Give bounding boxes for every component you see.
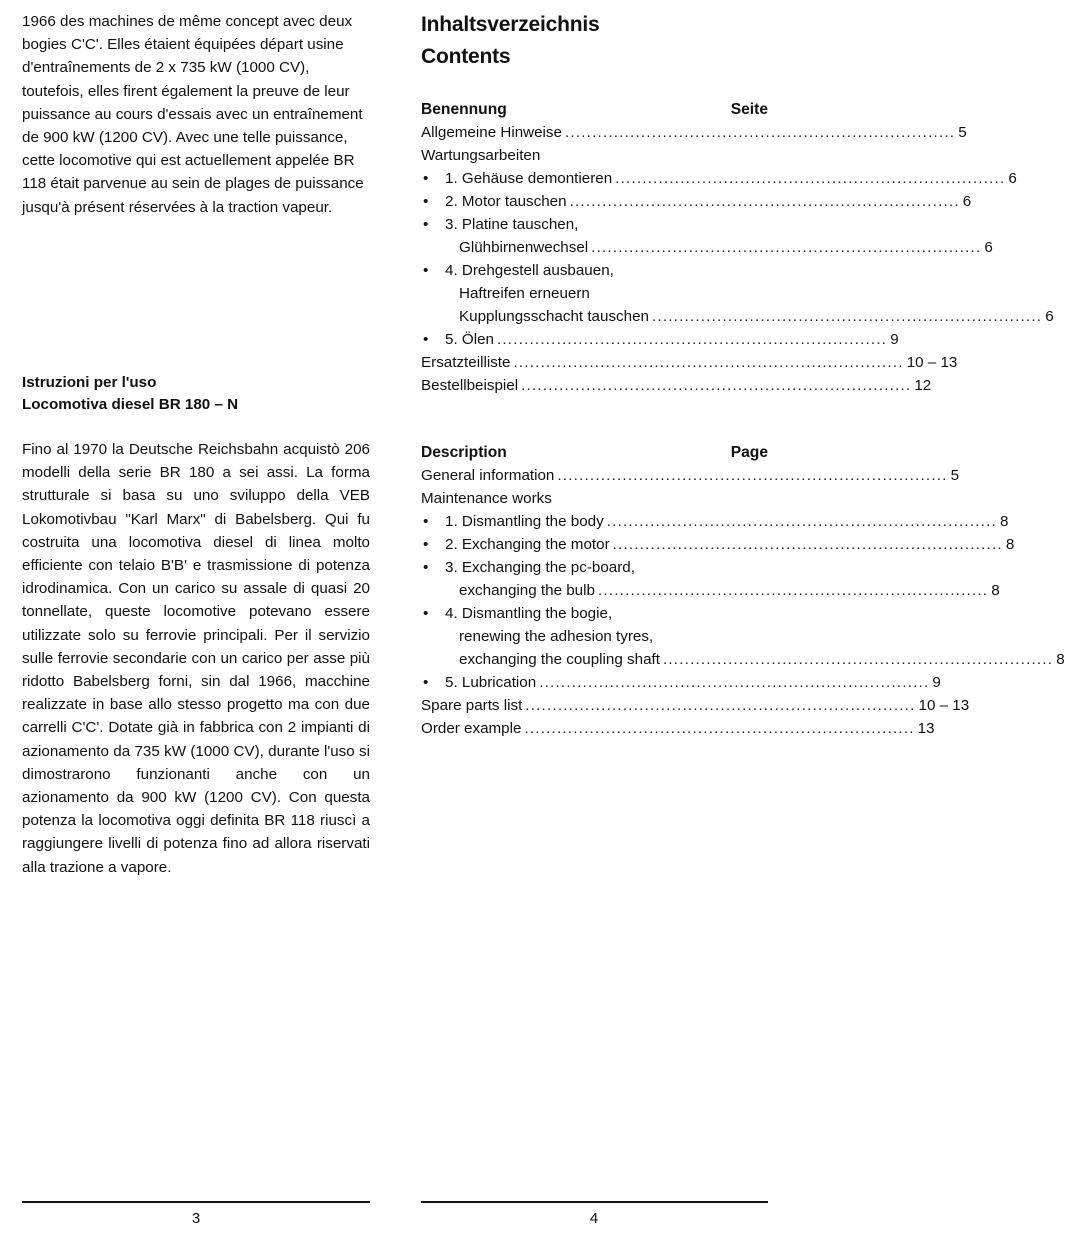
toc-entry-page: 5 [950, 467, 960, 484]
dot-leader: ........................................................................ [606, 513, 997, 530]
toc-entry-page: 9 [890, 331, 899, 348]
toc-entry-text: Glühbirnenwechsel [459, 239, 589, 256]
dot-leader: ........................................................................ [569, 193, 960, 210]
toc-entry-text: 5. Lubrication [445, 674, 537, 691]
toc-en-header [421, 441, 768, 464]
dot-leader: ........................................................................ [564, 124, 956, 141]
toc-entry-page: 6 [962, 193, 972, 210]
toc-entry-text: Order example [421, 720, 522, 737]
toc-entry[interactable] [421, 167, 1017, 190]
bullet: • [423, 216, 429, 233]
page-number-right: 4 [589, 1210, 599, 1227]
toc-entry-line [421, 602, 768, 625]
toc-entry[interactable] [421, 305, 1054, 328]
dot-leader: ........................................................................ [513, 354, 904, 371]
toc-entry[interactable] [421, 533, 1015, 556]
toc-entry-text: 3. Platine tauschen, [445, 216, 579, 233]
toc-en-header-right: Page [730, 444, 768, 461]
toc-entry[interactable] [421, 464, 960, 487]
toc-entry-text: 1. Gehäuse demontieren [445, 170, 613, 187]
toc-entry[interactable] [421, 648, 1065, 671]
toc-entry-line [421, 556, 768, 579]
toc-title-de: Inhaltsverzeichnis [421, 13, 600, 36]
toc-title-en: Contents [421, 45, 511, 68]
bullet: • [423, 536, 429, 553]
toc-entry-text: Bestellbeispiel [421, 377, 519, 394]
toc-entry[interactable] [421, 671, 941, 694]
toc-entry-text: Allgemeine Hinweise [421, 124, 562, 141]
toc-entry[interactable] [421, 190, 972, 213]
toc-entry-page: 10 – 13 [906, 354, 958, 371]
toc-group-label: Wartungsarbeiten [421, 147, 541, 164]
bullet: • [423, 170, 429, 187]
toc-entry-text: 2. Exchanging the motor [445, 536, 610, 553]
toc-entry-text: exchanging the coupling shaft [459, 651, 660, 668]
toc-entry-page: 6 [1045, 308, 1054, 325]
toc-entry[interactable] [421, 121, 967, 144]
toc-entry-text: 3. Exchanging the pc-board, [445, 559, 635, 576]
italian-paragraph: Fino al 1970 la Deutsche Reichsbahn acquistò 206 modelli della serie BR 180 a sei assi. La forma strutturale si basa su uno sviluppo della VEB Lokomotivbau "Karl Marx" di Babelsberg. Qui fu costruita una locomotiva diesel di linea molto efficiente con telaio B'B' e trasmissione di potenza idrodinamica. Con un carico su assale di quasi 20 tonnellate, queste locomotive potevano essere utilizzate solo su ferrovie principali. Per il servizio sulle ferrovie secondarie con un carico per asse più ridotto Babelsberg forni, sin dal 1966, macchine realizzate in base allo stesso progetto ma con due carrelli C'C'. Dotate già in fabbrica con 2 impianti di azionamento da 735 kW (1000 CV), durante l'uso si dimostrarono funzionanti anche con un azionamento da 900 kW (1200 CV). Con questa potenza la locomotiva oggi definita BR 118 riuscì a raggiungere livelli di potenza fino ad allora riservati alla trazione a vapore. [22, 441, 370, 876]
toc-de-header-right: Seite [730, 101, 768, 118]
toc-entry-text: 4. Drehgestell ausbauen, [445, 262, 614, 279]
dot-leader: ........................................................................ [615, 170, 1006, 187]
toc-de-header-left: Benennung [421, 101, 507, 118]
toc-entry-text: 2. Motor tauschen [445, 193, 567, 210]
toc-entry-text: 5. Ölen [445, 331, 494, 348]
toc-entry-page: 6 [984, 239, 993, 256]
bullet: • [423, 331, 429, 348]
dot-leader: ........................................................................ [591, 239, 982, 256]
toc-english [421, 441, 1065, 740]
bullet: • [423, 513, 429, 530]
footer-rule-right [421, 1201, 768, 1203]
toc-entry-text: Spare parts list [421, 697, 523, 714]
italian-heading [22, 372, 370, 416]
toc-entry-text: General information [421, 467, 555, 484]
toc-entry-text: 1. Dismantling the body [445, 513, 604, 530]
footer-rule-left [22, 1201, 370, 1203]
toc-entry-text: Kupplungsschacht tauschen [459, 308, 649, 325]
toc-entry-line [421, 259, 768, 282]
dot-leader: ........................................................................ [597, 582, 989, 599]
toc-entry[interactable] [421, 236, 993, 259]
toc-entry-page: 8 [1056, 651, 1065, 668]
dot-leader: ........................................................................ [651, 308, 1043, 325]
bullet: • [423, 193, 429, 210]
toc-entry-line: Haftreifen erneuern [459, 285, 590, 302]
toc-entry-text: exchanging the bulb [459, 582, 595, 599]
italian-heading-line2: Locomotiva diesel BR 180 – N [22, 396, 239, 413]
toc-entry[interactable] [421, 351, 958, 374]
dot-leader: ........................................................................ [539, 674, 930, 691]
dot-leader: ........................................................................ [662, 651, 1054, 668]
toc-entry[interactable] [421, 328, 899, 351]
bullet: • [423, 559, 429, 576]
dot-leader: ........................................................................ [525, 697, 916, 714]
toc-entry[interactable] [421, 579, 1000, 602]
dot-leader: ........................................................................ [521, 377, 912, 394]
dot-leader: ........................................................................ [557, 467, 948, 484]
toc-entry-text: Ersatzteilliste [421, 354, 511, 371]
toc-entry-page: 8 [999, 513, 1009, 530]
toc-entry-line [421, 213, 768, 236]
page-number-left: 3 [191, 1210, 201, 1227]
dot-leader: ........................................................................ [524, 720, 915, 737]
bullet: • [423, 674, 429, 691]
toc-entry-page: 9 [932, 674, 941, 691]
toc-entry-line: renewing the adhesion tyres, [459, 628, 654, 645]
toc-entry-text: 4. Dismantling the bogie, [445, 605, 613, 622]
french-paragraph: 1966 des machines de même concept avec deux bogies C'C'. Elles étaient équipées départ usine d'entraînements de 2 x 735 kW (1000 CV), toutefois, elles firent également la preuve de leur puissance au cours d'essais avec un entraînement de 900 kW (1200 CV). Avec une telle puissance, cette locomotive qui est actuellement appelée BR 118 était parvenue au sein de plages de puissance jusqu'à présent réservées à la traction vapeur. [22, 13, 364, 216]
toc-entry-page: 8 [1005, 536, 1015, 553]
toc-entry-page: 8 [991, 582, 1000, 599]
dot-leader: ........................................................................ [612, 536, 1003, 553]
toc-group-label: Maintenance works [421, 490, 552, 507]
toc-entry[interactable] [421, 717, 935, 740]
toc-de-header [421, 98, 768, 121]
toc-entry-page: 5 [958, 124, 967, 141]
toc-entry-page: 12 [914, 377, 932, 394]
italian-heading-line1: Istruzioni per l'uso [22, 374, 157, 391]
bullet: • [423, 605, 429, 622]
toc-entry[interactable] [421, 374, 932, 397]
toc-entry-page: 13 [917, 720, 935, 737]
bullet: • [423, 262, 429, 279]
toc-entry[interactable] [421, 694, 970, 717]
toc-entry-page: 6 [1008, 170, 1017, 187]
toc-entry-page: 10 – 13 [918, 697, 970, 714]
dot-leader: ........................................................................ [496, 331, 888, 348]
toc-entry[interactable] [421, 510, 1009, 533]
toc-en-header-left: Description [421, 444, 507, 461]
toc-german [421, 98, 1054, 397]
